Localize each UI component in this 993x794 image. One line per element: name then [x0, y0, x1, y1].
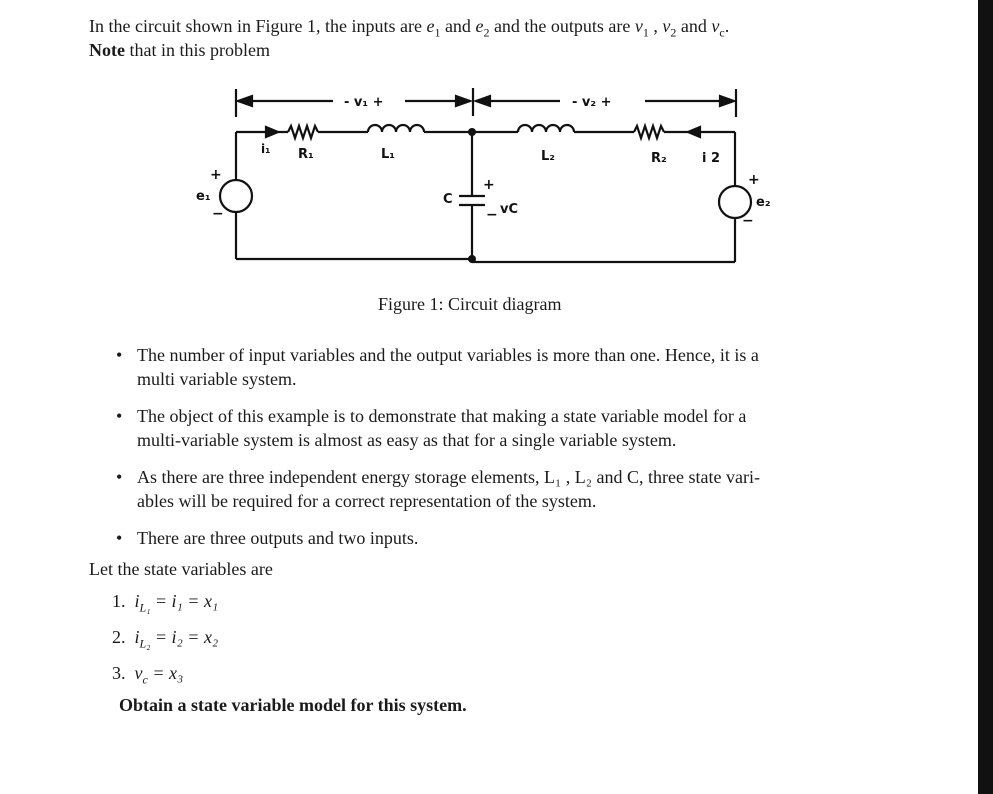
- inductor-l2: [518, 125, 574, 132]
- enum-rhs: x₁: [203, 591, 219, 611]
- enum-item: [112, 589, 218, 613]
- bullet-text: [137, 404, 885, 452]
- math-e2: e: [475, 16, 484, 36]
- bullet-text: [137, 343, 885, 391]
- label-l1: L₁: [381, 147, 395, 162]
- intro-and-2: and: [676, 16, 712, 36]
- label-l2: L₂: [541, 149, 555, 164]
- label-cap-plus: +: [483, 177, 495, 193]
- enum-number: 1.: [112, 591, 126, 611]
- intro-text-a: In the circuit shown in Figure 1, the inputs are: [89, 16, 427, 36]
- bullet-2-line-2: multi-variable system is almost as easy as that for a single variable system.: [137, 430, 677, 450]
- intro-and-1: and: [440, 16, 476, 36]
- math-e1-sub: 1: [434, 25, 441, 40]
- bullet-dot: •: [116, 467, 123, 487]
- bullet-dot: •: [116, 406, 123, 426]
- bullet-3-line-1: As there are three independent energy storage elements, L₁ , L₂ and C, three state vari-: [137, 467, 760, 487]
- enum-item: [112, 625, 218, 649]
- enum-lhs: i: [134, 591, 140, 611]
- state-variables-intro: Let the state variables are: [89, 559, 273, 579]
- math-vc: v: [711, 16, 720, 36]
- label-e1: e₁: [196, 189, 211, 204]
- source-e1: [220, 180, 252, 212]
- label-r1: R₁: [298, 147, 314, 162]
- label-vc: vC: [500, 202, 519, 217]
- label-e2: e₂: [756, 195, 771, 210]
- task-statement: Obtain a state variable model for this system.: [119, 695, 467, 715]
- bullet-1-line-2: multi variable system.: [137, 369, 297, 389]
- right-edge-bar: [978, 0, 993, 794]
- v2-arrowhead-left: [476, 96, 490, 106]
- enum-rhs: x₃: [168, 663, 184, 683]
- enum-mid: = i₂ =: [150, 627, 204, 647]
- resistor-r2: [634, 126, 664, 138]
- bullet-dot: •: [116, 345, 123, 365]
- math-vc-sub: c: [719, 25, 725, 40]
- enum-number: 3.: [112, 663, 126, 683]
- math-e1: e: [426, 16, 435, 36]
- label-cap-minus: −: [486, 207, 498, 223]
- bullet-3-line-2: ables will be required for a correct representation of the system.: [137, 491, 597, 511]
- enum-mid: = i₁ =: [150, 591, 204, 611]
- label-e2-minus: −: [742, 213, 754, 229]
- i2-arrowhead: [688, 127, 700, 137]
- math-v1: v: [634, 16, 643, 36]
- note-text: that in this problem: [124, 40, 270, 60]
- bullet-1-line-1: The number of input variables and the output variables is more than one. Hence, it is a: [137, 345, 759, 365]
- label-v2: - v₂ +: [572, 95, 612, 110]
- bullet-text: [137, 465, 885, 513]
- enum-rhs: x₂: [203, 627, 219, 647]
- enum-mid: =: [147, 663, 169, 683]
- label-e1-minus: −: [212, 206, 224, 222]
- label-e1-plus: +: [210, 167, 222, 183]
- math-v2-sub: 2: [670, 25, 677, 40]
- i1-arrowhead: [266, 127, 278, 137]
- resistor-r1: [288, 126, 318, 138]
- enum-lhs: i: [134, 627, 140, 647]
- enum-number: 2.: [112, 627, 126, 647]
- math-v2: v: [662, 16, 671, 36]
- junction-bottom: [468, 255, 476, 263]
- label-i1: i₁: [261, 142, 271, 156]
- intro-text-b: and the outputs are: [489, 16, 635, 36]
- label-r2: R₂: [651, 151, 667, 166]
- note-label: Note: [89, 40, 125, 60]
- v1-arrowhead-left: [238, 96, 252, 106]
- junction-top: [468, 128, 476, 136]
- enum-lhs: v: [134, 663, 143, 683]
- v2-arrowhead-right: [720, 96, 734, 106]
- enum-lhs-sub: L₁: [139, 600, 151, 615]
- enum-lhs-sub: L₂: [139, 636, 151, 651]
- intro-period: .: [724, 16, 730, 36]
- enum-lhs-sub: c: [142, 672, 148, 687]
- enum-item: [112, 661, 183, 685]
- label-i2: i 2: [702, 151, 721, 166]
- bullet-4-line-1: There are three outputs and two inputs.: [137, 528, 419, 548]
- intro-sep: ,: [648, 16, 663, 36]
- bullet-text: [137, 526, 885, 550]
- bullet-dot: •: [116, 528, 123, 548]
- inductor-l1: [368, 125, 424, 132]
- label-c: C: [443, 192, 453, 207]
- figure-caption: Figure 1: Circuit diagram: [378, 294, 562, 314]
- v1-arrowhead-right: [456, 96, 470, 106]
- math-v1-sub: 1: [642, 25, 649, 40]
- label-v1: - v₁ +: [344, 95, 384, 110]
- label-e2-plus: +: [748, 172, 760, 188]
- math-e2-sub: 2: [483, 25, 490, 40]
- bullet-2-line-1: The object of this example is to demonstrate that making a state variable model for a: [137, 406, 747, 426]
